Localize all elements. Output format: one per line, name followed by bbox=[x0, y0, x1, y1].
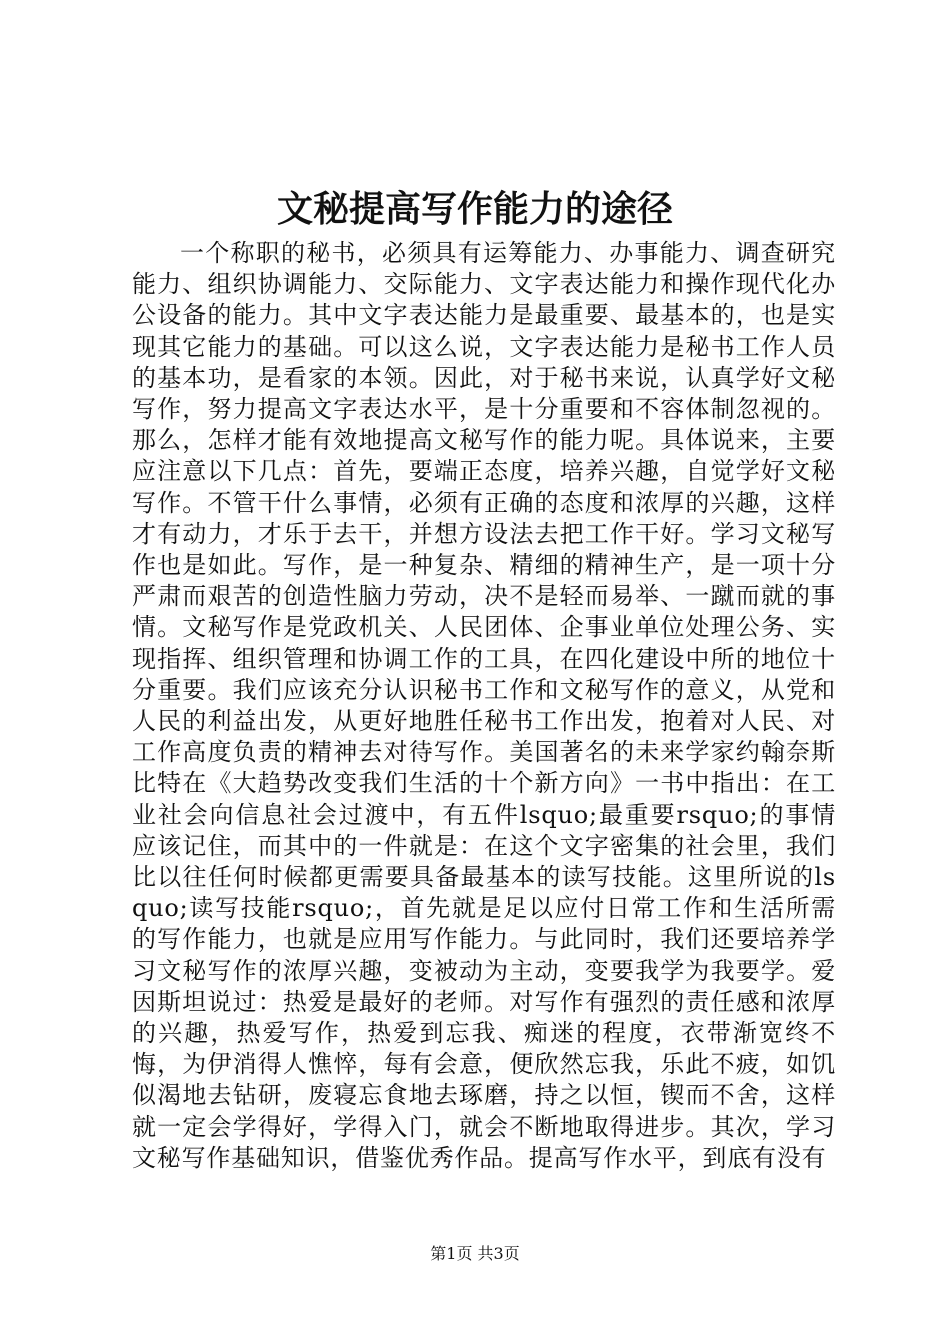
page-number-footer: 第1页 共3页 bbox=[430, 1244, 520, 1263]
document-title: 文秘提高写作能力的途径 bbox=[276, 188, 673, 230]
document-body-paragraph: 一个称职的秘书，必须具有运筹能力、办事能力、调查研究能力、组织协调能力、交际能力、文字表达能力和操作现代化办公设备的能力。其中文字表达能力是最重要、最基本的，也是实现其它能力的基础。可以这么说，文字表达能力是秘书工作人员的基本功，是看家的本领。因此，对于秘书来说，认真学好文秘写作，努力提高文字表达水平，是十分重要和不容体制忽视的。那么，怎样才能有效地提高文秘写作的能力呢。具体说来，主要应注意以下几点：首先，要端正态度，培养兴趣，自觉学好文秘写作。不管干什么事情，必须有正确的态度和浓厚的兴趣，这样才有动力，才乐于去干，并想方设法去把工作干好。学习文秘写作也是如此。写作，是一种复杂、精细的精神生产，是一项十分严肃而艰苦的创造性脑力劳动，决不是轻而易举、一蹴而就的事情。文秘写作是党政机关、人民团体、企事业单位处理公务、实现指挥、组织管理和协调工作的工具，在四化建设中所的地位十分重要。我们应该充分认识秘书工作和文秘写作的意义，从党和人民的利益出发，从更好地胜任秘书工作出发，抱着对人民、对工作高度负责的精神去对待写作。美国著名的未来学家约翰奈斯比特在《大趋势改变我们生活的十个新方向》一书中指出：在工业社会向信息社会过渡中，有五件lsquo;最重要rsquo;的事情应该记住，而其中的一件就是：在这个文字密集的社会里，我们比以往任何时候都更需要具备最基本的读写技能。这里所说的lsquo;读写技能rsquo;，首先就是足以应付日常工作和生活所需的写作能力，也就是应用写作能力。与此同时，我们还要培养学习文秘写作的浓厚兴趣，变被动为主动，变要我学为我要学。爱因斯坦说过：热爱是最好的老师。对写作有强烈的责任感和浓厚的兴趣，热爱写作，热爱到忘我、痴迷的程度，衣带渐宽终不悔，为伊消得人憔悴，每有会意，便欣然忘我，乐此不疲，如饥似渴地去钻研，废寝忘食地去琢磨，持之以恒，锲而不舍，这样就一定会学得好，学得入门，就会不断地取得进步。其次，学习文秘写作基础知识，借鉴优秀作品。提高写作水平，到底有没有 bbox=[132, 239, 836, 1172]
